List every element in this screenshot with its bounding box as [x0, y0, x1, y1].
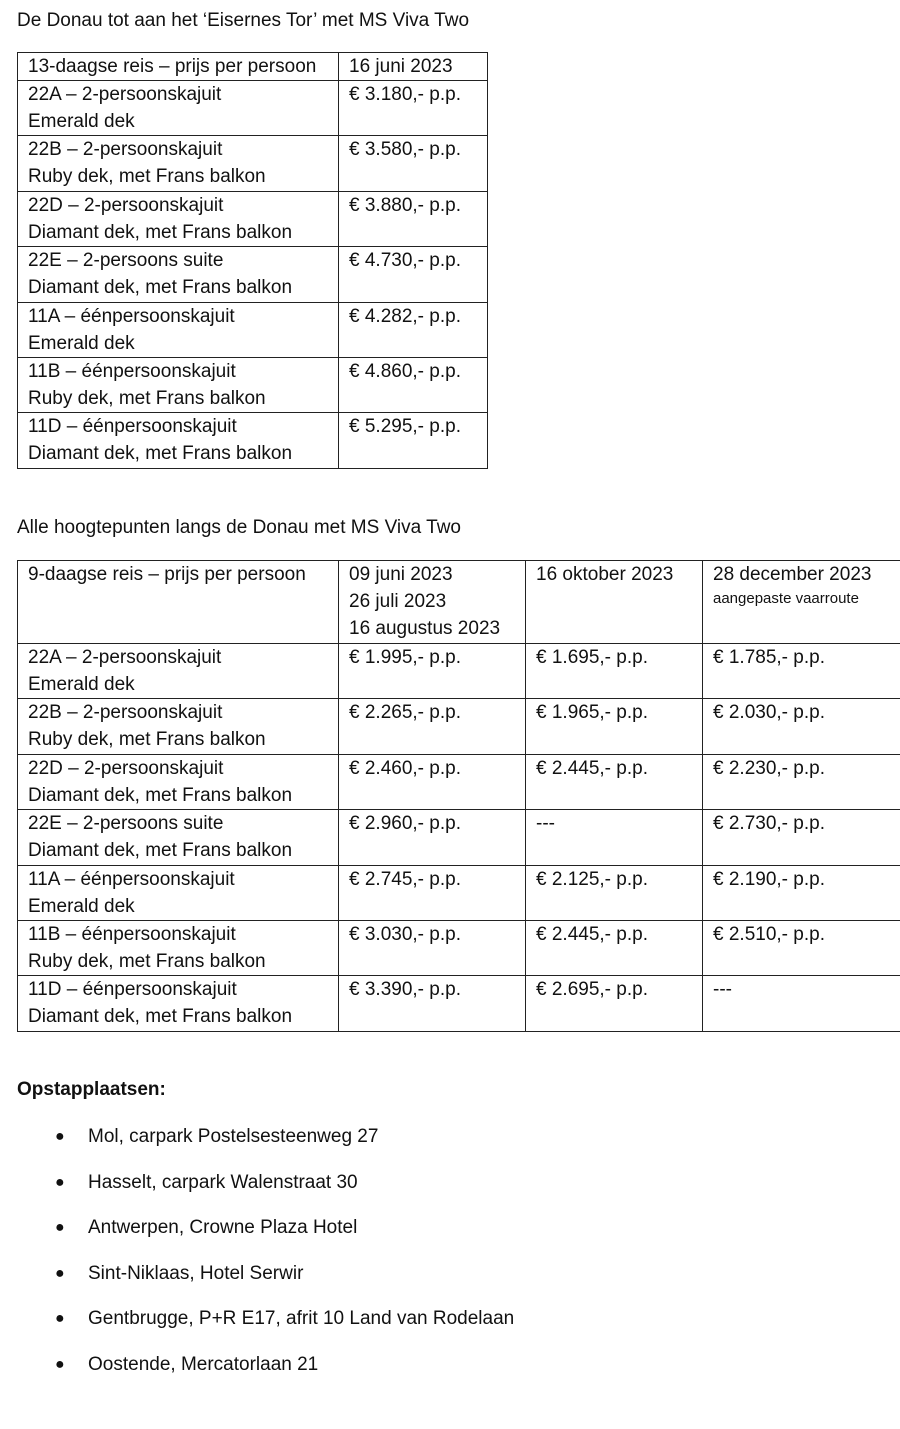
price-cell: € 4.282,- p.p. — [339, 302, 488, 357]
cabin-deck: Ruby dek, met Frans balkon — [28, 729, 266, 751]
list-item — [50, 1346, 514, 1392]
cabin-type: 22B – 2-persoonskajuit — [28, 702, 223, 724]
price-cell: € 2.460,- p.p. — [339, 754, 526, 809]
table-row — [18, 865, 900, 920]
boarding-location: Antwerpen, Crowne Plaza Hotel — [88, 1217, 358, 1239]
cabin-cell — [18, 754, 339, 809]
price-cell: € 2.230,- p.p. — [703, 754, 900, 809]
cabin-deck: Emerald dek — [28, 111, 135, 132]
cabin-deck: Diamant dek, met Frans balkon — [28, 1006, 293, 1028]
cabin-type: 11B – éénpersoonskajuit — [28, 360, 236, 382]
boarding-location: Gentbrugge, P+R E17, afrit 10 Land van Rodelaan — [88, 1308, 515, 1330]
bullet-dot-icon: ● — [55, 1128, 65, 1145]
price-cell: € 3.390,- p.p. — [339, 976, 526, 1031]
price-cell: € 2.510,- p.p. — [703, 920, 900, 975]
table-row — [18, 810, 900, 865]
header-cell: 9-daagse reis – prijs per persoon — [18, 561, 339, 644]
price-cell: € 2.265,- p.p. — [339, 699, 526, 754]
table-row — [18, 413, 488, 468]
price-cell: € 2.745,- p.p. — [339, 865, 526, 920]
cabin-cell — [18, 302, 339, 357]
header-cell-dates — [339, 561, 526, 644]
list-item — [50, 1209, 514, 1255]
cabin-deck: Diamant dek, met Frans balkon — [28, 840, 293, 862]
cabin-deck: Diamant dek, met Frans balkon — [28, 784, 293, 806]
table-row — [18, 920, 900, 975]
cabin-type: 22A – 2-persoonskajuit — [28, 84, 222, 105]
table-row — [18, 699, 900, 754]
table-row — [18, 644, 900, 699]
boarding-location: Mol, carpark Postelsesteenweg 27 — [88, 1126, 379, 1147]
list-item — [50, 1300, 514, 1346]
bullet-dot-icon: ● — [55, 1355, 65, 1373]
price-table-9-day — [17, 560, 900, 1032]
boarding-list — [50, 1118, 514, 1392]
price-cell: € 2.125,- p.p. — [526, 865, 703, 920]
cabin-cell — [18, 810, 339, 865]
cabin-cell — [18, 644, 339, 699]
section2-title: Alle hoogtepunten langs de Donau met MS Viva Two — [17, 517, 461, 538]
cabin-type: 11A – éénpersoonskajuit — [28, 305, 235, 327]
cabin-type: 11A – éénpersoonskajuit — [28, 868, 235, 890]
header-date: 28 december 2023 — [713, 564, 872, 585]
boarding-location: Hasselt, carpark Walenstraat 30 — [88, 1171, 358, 1193]
cabin-cell — [18, 976, 339, 1031]
price-cell: --- — [526, 810, 703, 865]
cabin-deck: Ruby dek, met Frans balkon — [28, 950, 266, 972]
cabin-type: 22E – 2-persoons suite — [28, 813, 224, 835]
price-cell: € 1.695,- p.p. — [526, 644, 703, 699]
list-item — [50, 1164, 514, 1210]
cabin-type: 22D – 2-persoonskajuit — [28, 194, 224, 216]
section1-title: De Donau tot aan het ‘Eisernes Tor’ met MS Viva Two — [17, 10, 470, 31]
cabin-deck: Diamant dek, met Frans balkon — [28, 221, 293, 243]
cabin-cell — [18, 357, 339, 412]
cabin-type: 11D – éénpersoonskajuit — [28, 979, 237, 1001]
header-note: aangepaste vaarroute — [713, 590, 859, 607]
price-cell: € 4.860,- p.p. — [339, 357, 488, 412]
cabin-cell — [18, 81, 339, 136]
price-cell: € 3.030,- p.p. — [339, 920, 526, 975]
bullet-dot-icon: ● — [55, 1264, 65, 1282]
cabin-deck: Diamant dek, met Frans balkon — [28, 443, 293, 465]
cabin-type: 22B – 2-persoonskajuit — [28, 139, 223, 161]
price-table-13-day — [17, 52, 488, 469]
price-cell: € 2.030,- p.p. — [703, 699, 900, 754]
cabin-type: 11B – éénpersoonskajuit — [28, 923, 236, 945]
price-cell: € 4.730,- p.p. — [339, 247, 488, 302]
price-cell: --- — [703, 976, 900, 1031]
cabin-cell — [18, 191, 339, 246]
header-date: 26 juli 2023 — [349, 591, 447, 612]
cabin-type: 22E – 2-persoons suite — [28, 250, 224, 272]
bullet-dot-icon: ● — [55, 1310, 65, 1328]
boarding-location: Sint-Niklaas, Hotel Serwir — [88, 1262, 304, 1284]
table-row — [18, 136, 488, 191]
cabin-cell — [18, 247, 339, 302]
cabin-deck: Ruby dek, met Frans balkon — [28, 387, 266, 409]
header-date: 09 juni 2023 — [349, 564, 453, 585]
cabin-deck: Ruby dek, met Frans balkon — [28, 166, 266, 188]
price-cell: € 2.730,- p.p. — [703, 810, 900, 865]
table-row — [18, 81, 488, 136]
cabin-type: 22D – 2-persoonskajuit — [28, 757, 224, 779]
bullet-dot-icon: ● — [55, 1173, 65, 1191]
price-cell: € 2.445,- p.p. — [526, 920, 703, 975]
cabin-type: 11D – éénpersoonskajuit — [28, 416, 237, 438]
cabin-deck: Emerald dek — [28, 674, 135, 695]
price-cell: € 2.695,- p.p. — [526, 976, 703, 1031]
cabin-deck: Emerald dek — [28, 895, 135, 917]
price-cell: € 1.785,- p.p. — [703, 644, 900, 699]
list-item — [50, 1255, 514, 1301]
price-cell: € 2.960,- p.p. — [339, 810, 526, 865]
table-row — [18, 357, 488, 412]
header-cell: 16 juni 2023 — [339, 53, 488, 81]
boarding-title: Opstapplaatsen: — [17, 1079, 166, 1100]
cabin-cell — [18, 136, 339, 191]
price-cell: € 2.445,- p.p. — [526, 754, 703, 809]
boarding-location: Oostende, Mercatorlaan 21 — [88, 1353, 319, 1375]
table-header-row — [18, 53, 488, 81]
price-cell: € 3.180,- p.p. — [339, 81, 488, 136]
table-row — [18, 302, 488, 357]
cabin-cell — [18, 699, 339, 754]
price-cell: € 5.295,- p.p. — [339, 413, 488, 468]
cabin-cell — [18, 920, 339, 975]
table-row — [18, 247, 488, 302]
cabin-deck: Emerald dek — [28, 332, 135, 354]
price-cell: € 1.965,- p.p. — [526, 699, 703, 754]
price-cell: € 1.995,- p.p. — [339, 644, 526, 699]
header-cell: 13-daagse reis – prijs per persoon — [18, 53, 339, 81]
cabin-cell — [18, 865, 339, 920]
header-cell-december — [703, 561, 900, 644]
table-header-row — [18, 561, 900, 644]
cabin-deck: Diamant dek, met Frans balkon — [28, 277, 293, 299]
list-item — [50, 1118, 514, 1164]
header-cell: 16 oktober 2023 — [526, 561, 703, 644]
cabin-type: 22A – 2-persoonskajuit — [28, 647, 222, 668]
price-cell: € 3.880,- p.p. — [339, 191, 488, 246]
table-row — [18, 191, 488, 246]
header-date: 16 augustus 2023 — [349, 618, 501, 639]
table-row — [18, 754, 900, 809]
cabin-cell — [18, 413, 339, 468]
price-cell: € 2.190,- p.p. — [703, 865, 900, 920]
table-row — [18, 976, 900, 1031]
bullet-dot-icon: ● — [55, 1219, 65, 1237]
price-cell: € 3.580,- p.p. — [339, 136, 488, 191]
